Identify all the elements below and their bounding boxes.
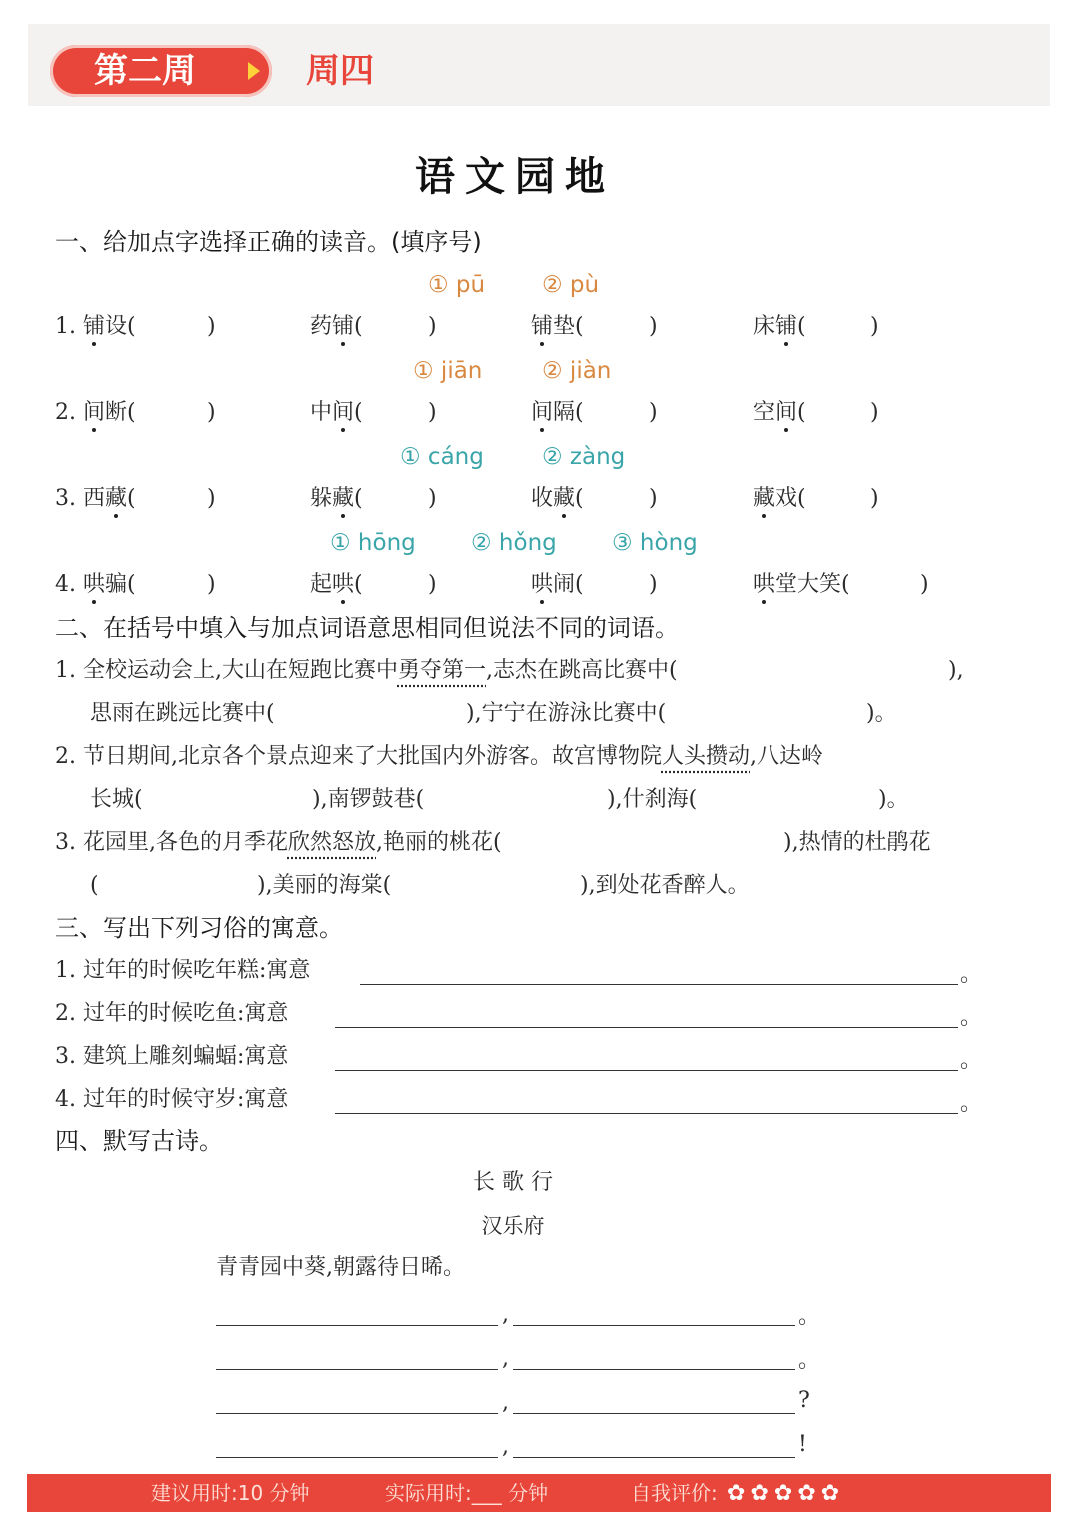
item-text: 药铺( [310, 314, 363, 339]
item-text: 收藏( [531, 486, 584, 511]
question-line: 2. 节日期间,北京各个景点迎来了大批国内外游客。故宫博物院人头攒动,八达岭 [55, 744, 823, 769]
item-text: 空间( [753, 400, 806, 425]
flower-star-icon[interactable]: ✿ [750, 1481, 769, 1506]
question-line: ),什刹海( [607, 787, 698, 812]
poem-title: 长 歌 行 [473, 1170, 553, 1195]
actual-time: 实际用时:___ 分钟 [385, 1481, 549, 1505]
comma: , [502, 1390, 509, 1415]
item-text: 躲藏( [310, 486, 363, 511]
rating-stars[interactable] [727, 1474, 844, 1513]
flower-star-icon[interactable]: ✿ [820, 1481, 840, 1506]
page-title: 语文园地 [415, 153, 615, 200]
section1-heading: 一、给加点字选择正确的读音。(填序号) [55, 228, 482, 256]
item-text: 3. 西藏( [55, 486, 136, 511]
question-line: 思雨在跳远比赛中( [90, 701, 275, 726]
comma: , [502, 1346, 509, 1371]
poem-blank[interactable] [216, 1369, 498, 1370]
custom-item: 4. 过年的时候守岁:寓意 [55, 1087, 289, 1112]
poem-blank[interactable] [513, 1369, 795, 1370]
flower-star-icon[interactable]: ✿ [773, 1481, 793, 1506]
dotted-word: 欣然怒放 [287, 830, 376, 855]
poem-end: 。 [798, 1348, 821, 1373]
question-line: ),宁宁在游泳比赛中( [466, 701, 667, 726]
close-paren: ) [207, 314, 216, 339]
poem-first-line: 青青园中葵,朝露待日晞。 [216, 1255, 465, 1280]
pinyin-option: ③ hòng [612, 530, 698, 556]
custom-item: 1. 过年的时候吃年糕:寓意 [55, 958, 311, 983]
answer-line[interactable] [360, 984, 958, 985]
pinyin-option: ① hōng [330, 530, 416, 556]
question-line: 1. 全校运动会上,大山在短跑比赛中勇夺第一,志杰在跳高比赛中( [55, 658, 678, 683]
comma: , [502, 1434, 509, 1459]
item-text: 间隔( [531, 400, 584, 425]
close-paren: ) [428, 572, 437, 597]
poem-end: ! [798, 1432, 807, 1457]
paren-close: ), [948, 658, 964, 683]
item-text: 4. 哄骗( [55, 572, 136, 597]
pinyin-option: ② pù [542, 272, 600, 298]
question-line: ( [90, 873, 99, 898]
item-text: 1. 铺设( [55, 314, 136, 339]
period: 。 [960, 962, 983, 987]
close-paren: ) [207, 572, 216, 597]
close-paren: ) [870, 314, 879, 339]
period: 。 [960, 1048, 983, 1073]
paren-close: )。 [866, 701, 897, 726]
question-line: ),到处花香醉人。 [580, 873, 750, 898]
suggested-time: 建议用时:10 分钟 [151, 1481, 310, 1505]
poem-author: 汉乐府 [481, 1214, 545, 1238]
custom-item: 3. 建筑上雕刻蝙蝠:寓意 [55, 1044, 289, 1069]
flower-star-icon[interactable]: ✿ [727, 1481, 746, 1506]
question-line: 3. 花园里,各色的月季花欣然怒放,艳丽的桃花( [55, 830, 502, 855]
period: 。 [960, 1005, 983, 1030]
question-line: ),美丽的海棠( [257, 873, 392, 898]
section4-heading: 四、默写古诗。 [55, 1127, 223, 1155]
question-line: 长城( [90, 787, 143, 812]
close-paren: ) [207, 400, 216, 425]
dotted-word: 勇夺第一 [397, 658, 486, 683]
close-paren: ) [649, 314, 658, 339]
answer-line[interactable] [335, 1113, 958, 1114]
pinyin-option: ② jiàn [542, 358, 612, 384]
item-text: 铺垫( [531, 314, 584, 339]
pinyin-option: ① cáng [400, 444, 484, 470]
pinyin-option: ② hǒng [471, 530, 557, 556]
pinyin-option: ① jiān [413, 358, 483, 384]
question-line: ),南锣鼓巷( [312, 787, 425, 812]
item-text: 哄闹( [531, 572, 584, 597]
close-paren: ) [870, 486, 879, 511]
custom-item: 2. 过年的时候吃鱼:寓意 [55, 1001, 289, 1026]
paren-close: )。 [878, 787, 909, 812]
day-label: 周四 [306, 51, 374, 91]
close-paren: ) [649, 400, 658, 425]
answer-line[interactable] [335, 1027, 958, 1028]
item-text: 中间( [310, 400, 363, 425]
close-paren: ) [428, 314, 437, 339]
close-paren: ) [428, 486, 437, 511]
close-paren: ) [870, 400, 879, 425]
item-text: 2. 间断( [55, 400, 136, 425]
question-line: ),热情的杜鹃花 [783, 830, 931, 855]
poem-blank[interactable] [513, 1413, 795, 1414]
close-paren: ) [428, 400, 437, 425]
week-badge: 第二周 [50, 45, 272, 97]
close-paren: ) [649, 486, 658, 511]
item-text: 哄堂大笑( [753, 572, 850, 597]
section2-heading: 二、在括号中填入与加点词语意思相同但说法不同的词语。 [55, 614, 679, 642]
arrow-icon [248, 62, 260, 80]
close-paren: ) [207, 486, 216, 511]
comma: , [502, 1302, 509, 1327]
pinyin-option: ② zàng [542, 444, 626, 470]
pinyin-option: ① pū [428, 272, 486, 298]
dotted-word: 人头攒动 [661, 744, 750, 769]
period: 。 [960, 1091, 983, 1116]
footer-bar [27, 1474, 1051, 1512]
section3-heading: 三、写出下列习俗的寓意。 [55, 914, 343, 942]
flower-star-icon[interactable]: ✿ [797, 1481, 816, 1506]
poem-blank[interactable] [216, 1325, 498, 1326]
item-text: 床铺( [753, 314, 806, 339]
close-paren: ) [920, 572, 929, 597]
close-paren: ) [649, 572, 658, 597]
poem-blank[interactable] [216, 1457, 498, 1458]
item-text: 起哄( [310, 572, 363, 597]
poem-end: ? [798, 1388, 810, 1413]
poem-blank[interactable] [216, 1413, 498, 1414]
poem-end: 。 [798, 1304, 821, 1329]
item-text: 藏戏( [753, 486, 806, 511]
poem-blank[interactable] [513, 1457, 795, 1458]
self-rating-label: 自我评价: [631, 1481, 718, 1505]
poem-blank[interactable] [513, 1325, 795, 1326]
answer-line[interactable] [335, 1070, 958, 1071]
